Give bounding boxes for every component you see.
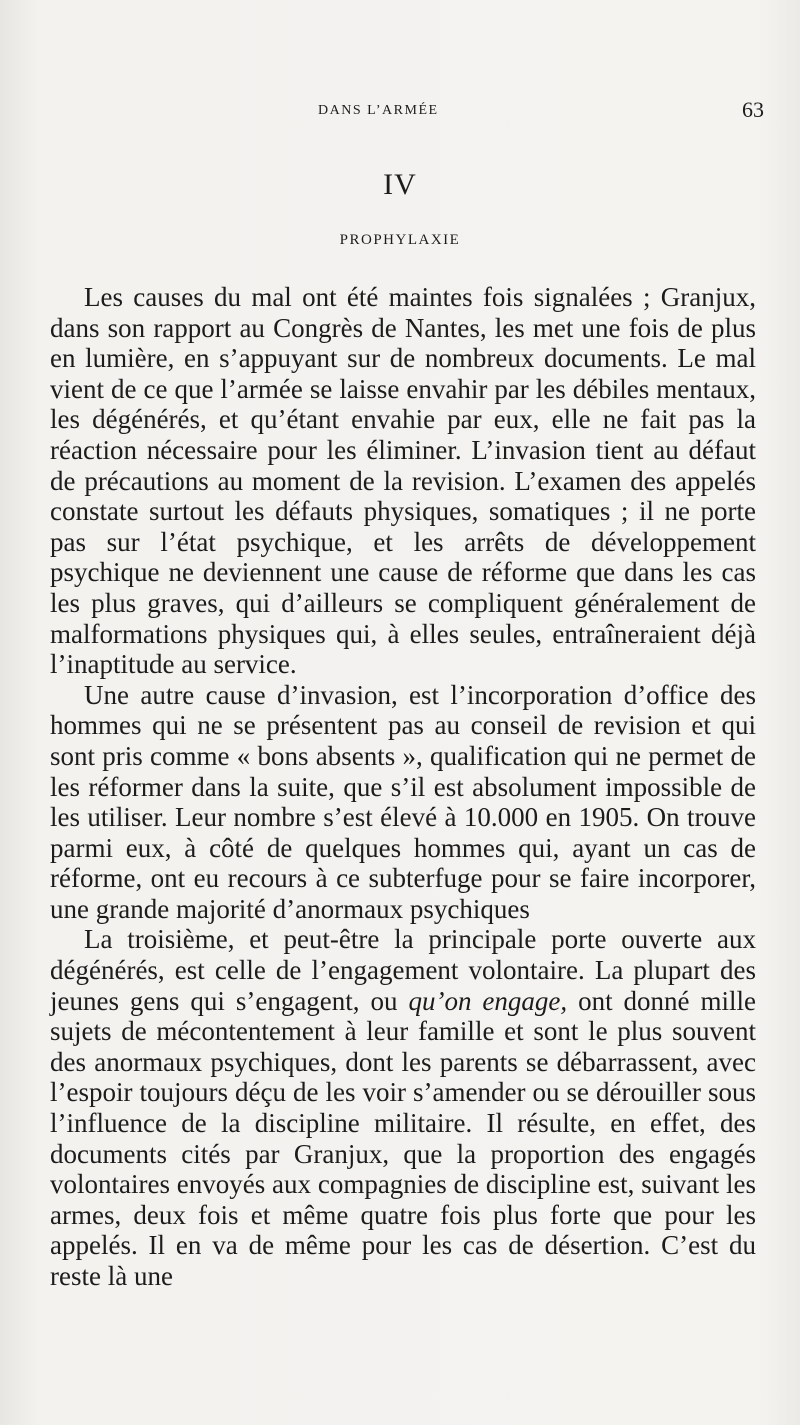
running-title: DANS L’ARMÉE: [318, 103, 439, 118]
page-header: [0, 97, 800, 127]
body-text: [50, 282, 756, 1292]
paragraph: [50, 924, 756, 1291]
paragraph-text: ont donné mille sujets de mécontentement à leur famille et sont le plus souvent des anormaux psychiques, dont les parents se débarrassent, avec l’espoir toujours déçu de les voir s’amender ou se dérouiller sous l’influence de la discipline militaire. Il résulte, en effet, des documents cités par Granjux, que la proportion des engagés volontaires envoyés aux compagnies de discipline est, suivant les armes, deux fois et même quatre fois plus forte que pour les appelés. Il en va de même pour les cas de désertion. C’est du reste là une: [50, 985, 756, 1291]
paragraph: Une autre cause d’invasion, est l’incorporation d’office des hommes qui ne se présentent pas au conseil de revision et qui sont pris comme « bons absents », qualification qui ne permet de les réformer dans la suite, que s’il est absolument impossible de les utiliser. Leur nombre s’est élevé à 10.000 en 1905. On trouve parmi eux, à côté de quelques hommes qui, ayant un cas de réforme, ont eu recours à ce subterfuge pour se faire incorporer, une grande majorité d’anormaux psychiques: [50, 679, 756, 924]
page-number: 63: [742, 97, 764, 122]
chapter-title: PROPHYLAXIE: [339, 232, 461, 248]
paragraph-text: La troisième, et peut-être la principale porte ouverte aux dégénérés, est celle de l’engagement volontaire. La plupart des jeunes gens qui s’engagent, ou: [50, 924, 756, 1016]
chapter-number: IV: [383, 168, 417, 201]
paragraph: Les causes du mal ont été maintes fois signalées ; Granjux, dans son rapport au Congrès de Nantes, les met une fois de plus en lumière, en s’appuyant sur de nombreux documents. Le mal vient de ce que l’armée se laisse envahir par les débiles mentaux, les dégénérés, et qu’étant envahie par eux, elle ne fait pas la réaction nécessaire pour les éliminer. L’invasion tient au défaut de précautions au moment de la revision. L’examen des appelés constate surtout les défauts physiques, somatiques ; il ne porte pas sur l’état psychique, et les arrêts de développement psychique ne deviennent une cause de réforme que dans les cas les plus graves, qui d’ailleurs se compliquent généralement de malformations physiques qui, à elles seules, entraîneraient déjà l’inaptitude au service.: [50, 282, 756, 680]
italic-phrase: qu’on engage,: [408, 985, 568, 1016]
